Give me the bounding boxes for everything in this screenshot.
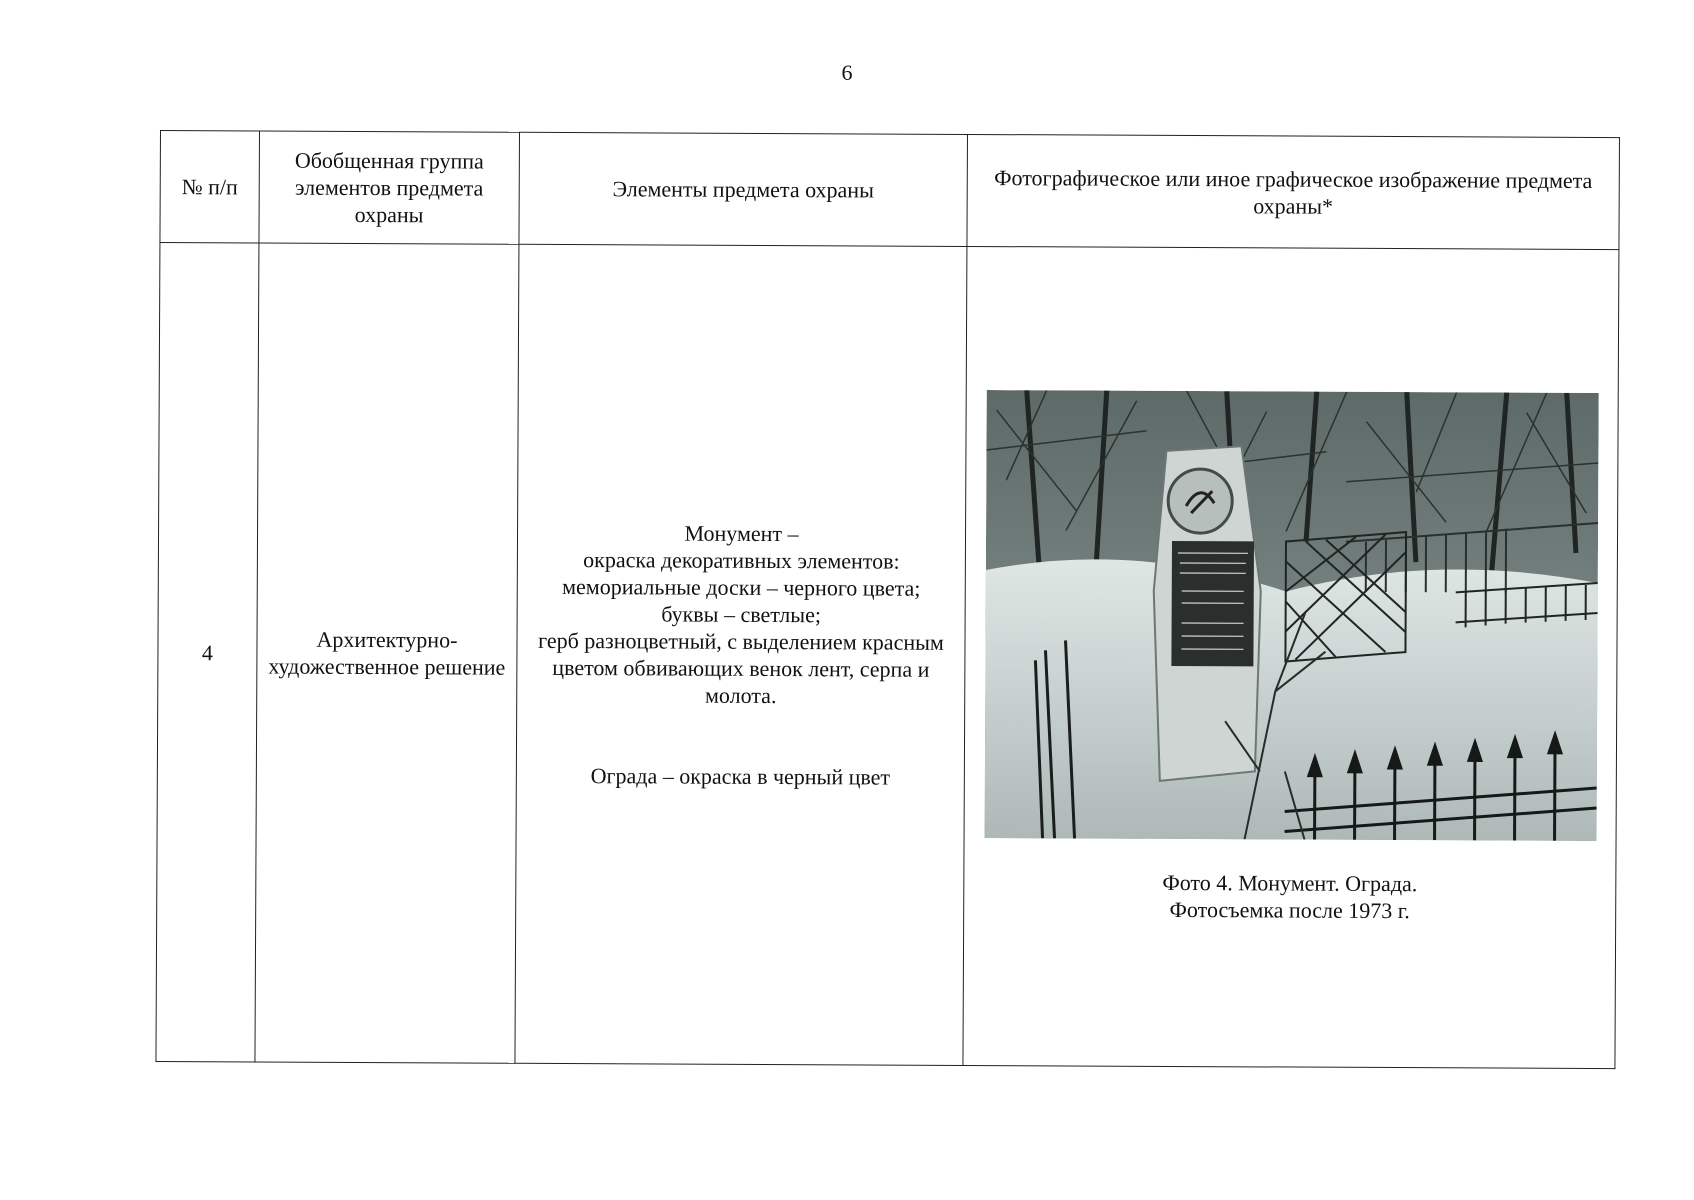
table-row [156,243,1619,1069]
page-number: 6 [841,60,853,85]
table-header-row [160,131,1620,250]
element-line: мемориальные доски – черного цвета; [562,573,921,601]
photo-caption [972,868,1607,925]
protection-table [155,130,1620,1069]
row-elements [515,244,967,1065]
header-group: Обобщенная группа элементов предмета охраны [259,131,520,244]
monument-winter-photo-icon [984,390,1598,841]
header-number: № п/п [160,131,260,243]
photo-caption-line: Фотосъемка после 1973 г. [1169,896,1410,924]
photo-caption-line: Фото 4. Монумент. Ограда. [1162,869,1418,897]
header-image: Фотографическое или иное графическое изображение предмета охраны* [967,134,1620,249]
monument-photo [984,390,1598,841]
row-photo-cell [963,246,1619,1068]
row-number: 4 [156,243,259,1062]
header-elements: Элементы предмета охраны [519,132,968,246]
element-line: герб разноцветный, с выделением красным цветом обвивающих венок лент, серпа и молота. [538,627,944,709]
element-line: Монумент – [684,520,799,547]
fence-line: Ограда – окраска в черный цвет [590,763,891,790]
element-line: окраска декоративных элементов: [583,547,900,574]
spacer [525,708,956,764]
element-line: буквы – светлые; [661,601,822,628]
row-group: Архитектурно-художественное решение [255,243,519,1063]
